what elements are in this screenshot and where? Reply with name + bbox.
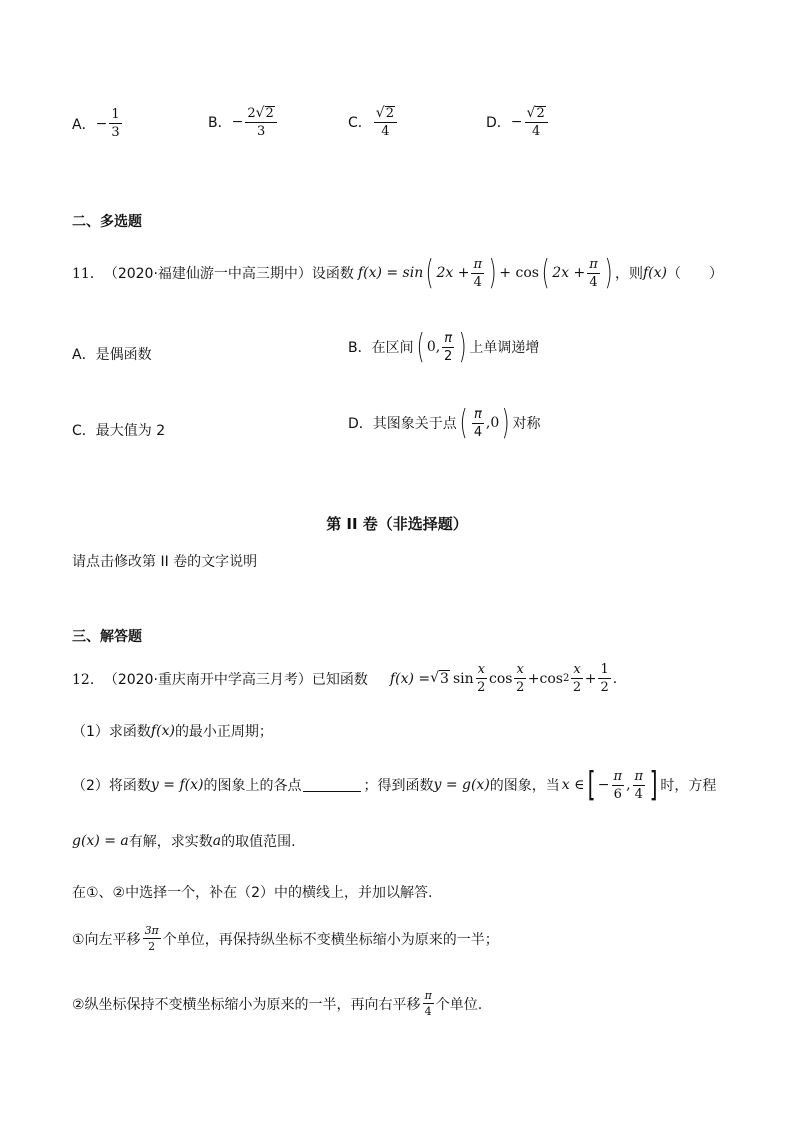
numerator: 1 bbox=[600, 662, 609, 677]
formula-sin: sin bbox=[452, 670, 474, 687]
stem-text: 已知函数 bbox=[311, 671, 368, 688]
fraction bbox=[571, 663, 582, 694]
denominator: 2 bbox=[477, 680, 486, 695]
formula-cos: cos bbox=[539, 670, 563, 687]
fill-blank[interactable] bbox=[303, 779, 361, 792]
option-text: 在区间 bbox=[371, 340, 414, 356]
numerator bbox=[525, 106, 548, 123]
fraction bbox=[245, 106, 276, 138]
formula-end: . bbox=[612, 670, 618, 687]
numerator: π bbox=[424, 989, 432, 1002]
numerator: x bbox=[573, 662, 581, 677]
fraction bbox=[423, 990, 434, 1017]
option-label: A． bbox=[72, 347, 96, 363]
option-label: D． bbox=[486, 115, 511, 131]
formula-cos: cos bbox=[488, 670, 513, 687]
part-text: （1）求函数 bbox=[72, 724, 151, 740]
q11-option-a bbox=[72, 344, 152, 364]
numerator bbox=[245, 106, 276, 123]
numerator: x bbox=[477, 662, 485, 677]
sqrt: √ 2 bbox=[255, 105, 274, 121]
section-2-title: 二、多选题 bbox=[72, 214, 142, 230]
fraction bbox=[598, 663, 610, 694]
option-text: 其图象关于点 bbox=[372, 416, 457, 432]
numerator: π bbox=[474, 406, 482, 422]
numerator: 3π bbox=[144, 924, 159, 937]
formula-inner: 2x + bbox=[552, 265, 586, 281]
answer-paren: （ ） bbox=[667, 266, 724, 282]
fraction bbox=[471, 258, 484, 289]
option-label: B． bbox=[208, 115, 232, 131]
formula-fx: f(x) bbox=[643, 265, 668, 281]
q12-part-1 bbox=[72, 721, 273, 741]
part-text: （2）将函数 bbox=[72, 778, 151, 794]
part-2-description: 请点击修改第 II 卷的文字说明 bbox=[72, 554, 258, 570]
numerator: π bbox=[613, 768, 623, 784]
fraction bbox=[587, 258, 600, 289]
formula-inner: 2x + bbox=[436, 265, 470, 281]
denominator: 4 bbox=[473, 274, 482, 290]
q12-part-2-cont bbox=[72, 831, 296, 851]
fraction bbox=[476, 663, 487, 694]
part-text: 有解，求实数 bbox=[128, 834, 213, 850]
paren-open: ( bbox=[425, 253, 434, 293]
choice-text: 个单位. bbox=[435, 996, 483, 1013]
sqrt: √ 2 bbox=[375, 105, 394, 121]
q12-choice-1 bbox=[72, 925, 499, 952]
paren-open: ( bbox=[541, 253, 550, 293]
fraction bbox=[374, 106, 397, 138]
numerator bbox=[374, 106, 397, 123]
fraction bbox=[633, 770, 646, 801]
section-3-title: 三、解答题 bbox=[72, 629, 142, 645]
option-text: 上单调递增 bbox=[469, 340, 540, 356]
part-text: ；得到函数 bbox=[363, 778, 434, 794]
question-number: 11． bbox=[72, 266, 104, 282]
formula-x: x ∈ bbox=[561, 777, 585, 793]
option-label: A． bbox=[72, 116, 96, 133]
fraction bbox=[612, 770, 625, 801]
fraction bbox=[109, 108, 121, 139]
paren-close: ) bbox=[488, 253, 497, 293]
part-text: 的最小正周期； bbox=[174, 724, 273, 740]
question-source: （2020·重庆南开中学高三月考） bbox=[103, 671, 312, 688]
bracket-open: [ bbox=[587, 765, 596, 805]
choice-text: ①向左平移 bbox=[72, 931, 141, 948]
denominator: 2 bbox=[148, 940, 156, 953]
option-text: 是偶函数 bbox=[95, 347, 152, 363]
fraction bbox=[514, 663, 525, 694]
choice-text: ②纵坐标保持不变横坐标缩小为原来的一半，再向右平移 bbox=[72, 996, 421, 1013]
formula-g: y = g(x) bbox=[433, 777, 490, 793]
fraction bbox=[525, 106, 548, 138]
denominator: 4 bbox=[589, 274, 598, 290]
q12-choice-2 bbox=[72, 990, 482, 1017]
option-label: C． bbox=[72, 423, 96, 439]
q11-option-b bbox=[348, 327, 540, 367]
denominator: 2 bbox=[515, 680, 525, 695]
q10-option-b bbox=[208, 106, 279, 138]
part-text: 的图象，当 bbox=[489, 778, 560, 794]
denominator: 2 bbox=[600, 680, 609, 695]
sign: − bbox=[231, 114, 244, 130]
formula-y: y = f(x) bbox=[150, 777, 204, 793]
interval-start: 0, bbox=[426, 339, 441, 355]
q12-part-2: （2）将函数 y = f(x) 的图象上的各点 ；得到函数 y = g(x) 的图象，当 x ∈ [ − $\frac{\pi}{6}$ , $\frac{\pi}{4}$ ] 时，方程 bbox=[72, 765, 717, 805]
part-text: 的图象上的各点 bbox=[203, 778, 302, 794]
formula-func: f(x) = bbox=[389, 670, 431, 687]
sign: − bbox=[95, 115, 108, 132]
denominator: 2 bbox=[444, 348, 453, 364]
option-label: B． bbox=[348, 340, 372, 356]
denominator: 4 bbox=[381, 124, 390, 139]
numerator: π bbox=[589, 256, 598, 272]
formula-fx: f(x) bbox=[150, 723, 175, 739]
radicand: 2 bbox=[265, 106, 274, 121]
coefficient: 2 bbox=[247, 106, 256, 121]
q11-stem bbox=[72, 253, 724, 293]
stem-text: 设函数 bbox=[311, 266, 354, 282]
fraction bbox=[472, 408, 484, 439]
denominator: 3 bbox=[256, 124, 266, 139]
denominator: 4 bbox=[424, 1005, 432, 1018]
q10-option-c bbox=[348, 106, 399, 138]
formula-g: g(x) = a bbox=[72, 833, 129, 849]
denominator: 4 bbox=[531, 124, 541, 139]
option-text: 最大值为 2 bbox=[95, 423, 166, 439]
sqrt: √ 3 bbox=[430, 670, 449, 687]
q10-option-a bbox=[72, 108, 124, 139]
part-text: 时，方程 bbox=[660, 778, 717, 794]
radicand: 2 bbox=[536, 106, 545, 121]
question-number: 12． bbox=[72, 671, 104, 688]
q12-stem bbox=[72, 663, 617, 694]
formula-a: a bbox=[212, 833, 222, 849]
formula-func: f(x) = sin bbox=[357, 265, 424, 281]
exponent: 2 bbox=[563, 673, 570, 684]
numerator: 1 bbox=[111, 107, 120, 122]
q11-option-d bbox=[348, 403, 541, 443]
bracket-close: ] bbox=[649, 765, 658, 805]
sqrt: √ 2 bbox=[526, 105, 545, 121]
numerator: π bbox=[634, 768, 644, 784]
plus-sign: + bbox=[584, 670, 597, 687]
paren-close: ) bbox=[458, 327, 467, 367]
paren-close: ) bbox=[604, 253, 613, 293]
option-text: 对称 bbox=[512, 416, 541, 432]
q11-option-c bbox=[72, 420, 165, 440]
radicand: 2 bbox=[385, 106, 394, 121]
denominator: 4 bbox=[473, 424, 483, 440]
denominator: 2 bbox=[572, 680, 582, 695]
numerator: π bbox=[473, 256, 483, 272]
denominator: 6 bbox=[613, 786, 622, 802]
sign: − bbox=[510, 114, 523, 130]
denominator: 3 bbox=[111, 125, 120, 140]
question-source: （2020·福建仙游一中高三期中） bbox=[103, 266, 312, 282]
part-2-title: 第 II 卷（非选择题） bbox=[326, 515, 468, 533]
option-label: D． bbox=[348, 416, 373, 432]
minus-sign: − bbox=[597, 777, 610, 793]
part-text: 的取值范围. bbox=[221, 834, 296, 850]
formula-text: + cos bbox=[499, 265, 539, 281]
q10-option-d bbox=[486, 106, 550, 138]
q12-choose-instruction: 在①、②中选择一个，补在（2）中的横线上，并加以解答. bbox=[72, 885, 433, 901]
radicand: 3 bbox=[440, 671, 449, 687]
denominator: 4 bbox=[634, 786, 643, 802]
numerator: π bbox=[444, 330, 453, 346]
paren-open: ( bbox=[416, 327, 425, 367]
stem-text: ，则 bbox=[615, 266, 643, 282]
fraction bbox=[442, 332, 454, 363]
plus-sign: + bbox=[527, 670, 540, 687]
point-y: ,0 bbox=[485, 415, 500, 431]
fraction bbox=[143, 925, 161, 952]
choice-text: 个单位，再保持纵坐标不变横坐标缩小为原来的一半； bbox=[162, 931, 499, 948]
option-label: C． bbox=[348, 115, 372, 131]
numerator: x bbox=[516, 662, 524, 677]
paren-close: ) bbox=[501, 403, 510, 443]
paren-open: ( bbox=[459, 403, 468, 443]
